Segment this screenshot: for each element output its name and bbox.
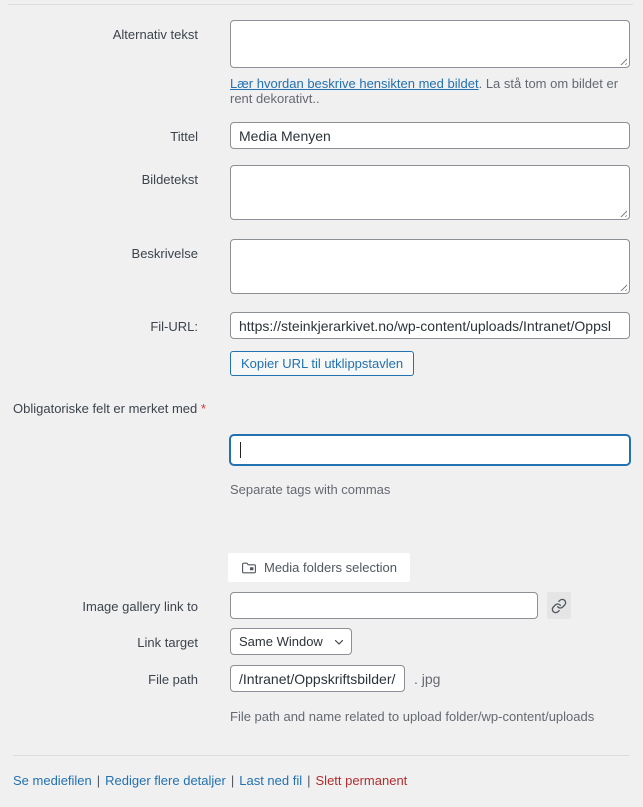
media-folders-selection-button[interactable] bbox=[228, 553, 410, 582]
required-fields-note: Obligatoriske felt er merket med * bbox=[13, 401, 206, 416]
alt-text-help bbox=[230, 76, 630, 106]
field-row-file-url bbox=[0, 312, 643, 339]
file-extension-suffix: . jpg bbox=[414, 670, 441, 687]
file-path-label: File path bbox=[148, 672, 198, 687]
edit-more-details-link[interactable]: Rediger flere detaljer bbox=[105, 773, 226, 788]
title-input[interactable] bbox=[230, 122, 630, 149]
alt-text-help-rest: . La stå tom om bildet er rent dekorativt.. bbox=[230, 76, 619, 106]
field-row-title bbox=[0, 122, 643, 149]
field-row-gallery-link bbox=[0, 592, 643, 619]
top-divider bbox=[8, 4, 633, 5]
field-row-tags bbox=[0, 435, 643, 465]
media-folders-button-label: Media folders selection bbox=[264, 560, 397, 575]
link-separator: | bbox=[307, 773, 311, 788]
link-separator: | bbox=[230, 773, 235, 788]
link-separator: | bbox=[96, 773, 101, 788]
description-label: Beskrivelse bbox=[131, 246, 198, 261]
tags-help-row bbox=[0, 482, 643, 497]
title-label: Tittel bbox=[170, 129, 198, 144]
insert-link-button[interactable] bbox=[547, 592, 571, 619]
caption-textarea[interactable] bbox=[230, 165, 630, 220]
field-row-link-target bbox=[0, 628, 643, 655]
link-target-select[interactable] bbox=[230, 628, 352, 655]
delete-permanently-link[interactable]: Slett permanent bbox=[315, 773, 408, 788]
file-url-label: Fil-URL: bbox=[150, 319, 198, 334]
alt-text-textarea[interactable] bbox=[230, 20, 630, 68]
description-textarea[interactable] bbox=[230, 239, 630, 294]
field-row-file-path bbox=[0, 665, 643, 692]
caption-label: Bildetekst bbox=[141, 172, 198, 187]
link-icon bbox=[551, 598, 567, 614]
field-row-alt-text bbox=[0, 20, 643, 106]
copy-url-row bbox=[0, 351, 643, 376]
field-row-description bbox=[0, 239, 643, 294]
folder-media-icon bbox=[241, 560, 257, 576]
alt-text-label: Alternativ tekst bbox=[112, 27, 198, 42]
media-folders-row bbox=[0, 553, 643, 582]
link-target-label: Link target bbox=[137, 635, 198, 650]
file-path-help-text: File path and name related to upload folder/wp-content/uploads bbox=[230, 709, 595, 724]
text-cursor bbox=[240, 442, 241, 458]
download-file-link[interactable]: Last ned fil bbox=[239, 773, 303, 788]
gallery-link-label: Image gallery link to bbox=[82, 599, 198, 614]
file-path-help-row bbox=[0, 709, 643, 724]
field-row-caption bbox=[0, 165, 643, 220]
gallery-link-input[interactable] bbox=[230, 592, 538, 619]
alt-text-help-link[interactable]: Lær hvordan beskrive hensikten med bildet bbox=[230, 76, 479, 91]
tags-input[interactable] bbox=[230, 435, 630, 465]
required-asterisk: * bbox=[200, 401, 206, 416]
tags-help-text: Separate tags with commas bbox=[230, 482, 391, 497]
view-media-file-link[interactable]: Se mediefilen bbox=[13, 773, 92, 788]
footer-actions bbox=[13, 773, 630, 788]
copy-url-button[interactable]: Kopier URL til utklippstavlen bbox=[230, 351, 414, 376]
file-path-input[interactable] bbox=[230, 665, 405, 692]
footer-divider bbox=[13, 755, 630, 756]
file-url-input[interactable] bbox=[230, 312, 630, 339]
